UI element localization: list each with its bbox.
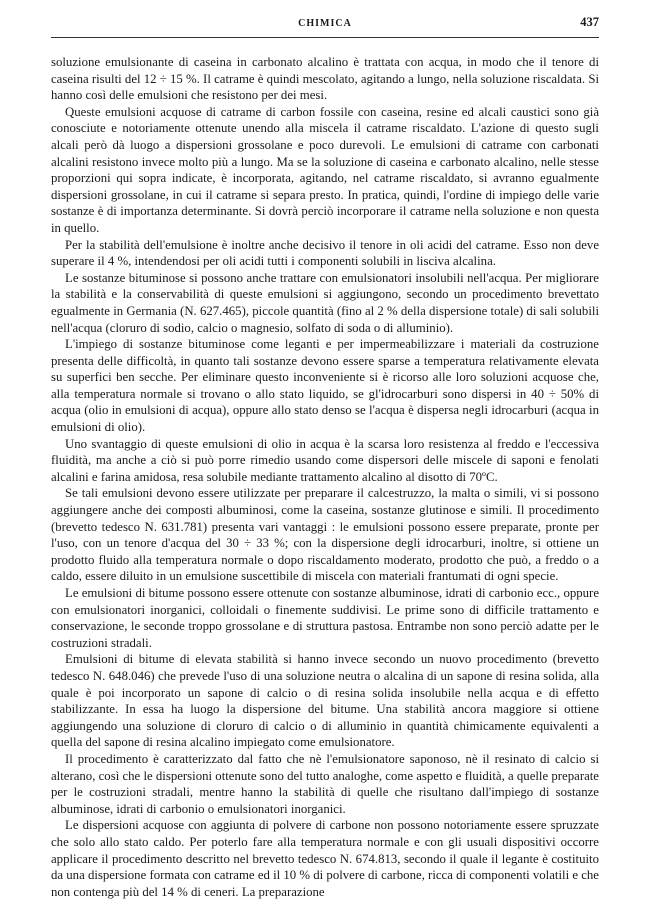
paragraph-emulsioni-acquose: Queste emulsioni acquose di catrame di carbon fossile con caseina, resine ed alcali caustici sono già conosciute e notoriamente ottenute unendo alla miscela il catrame riscaldato. L'azione di questo sugli alcali però dà luogo a dispersioni grossolane e poco durevoli. Le emulsioni di catrame con carbonati alcalini resistono invece molto più a lungo. Ma se la soluzione di caseina e carbonato alcalino, nelle stesse proporzioni qui sopra indicate, è incorporata, agitando, nel catrame riscaldato, si avranno egualmente dispersioni grossolane, in cui il catrame si separa presto. In pratica, quindi, l'ordine di impiego delle varie sostanze è di importanza determinante. Si dovrà perciò incorporare il catrame nella soluzione e non questa in quello. xyxy=(51,104,599,235)
paragraph-emulsioni-bitume: Le emulsioni di bitume possono essere ottenute con sostanze albuminose, idrati di carbonio ecc., oppure con emulsionatori inorganici, colloidali o finemente suddivisi. Le prime sono di difficile trattamento e conservazione, le seconde troppo grossolane e di struttura pastosa. Entrambe non sono perciò adatte per le costruzioni stradali. xyxy=(51,586,599,650)
paragraph-continuation: soluzione emulsionante di caseina in carbonato alcalino è trattata con acqua, in modo che il tenore di caseina risulti del 12 ÷ 15 %. Il catrame è quindi mescolato, agitando a lungo, nella soluzione riscaldata. Si hanno così delle emulsioni che resistono per dei mesi. xyxy=(51,55,599,103)
paragraph-emulsionatori-insolubili: Le sostanze bituminose si possono anche trattare con emulsionatori insolubili nell'acqua. Per migliorare la stabilità e la conservabilità di queste emulsioni si aggiungono, secondo un procedimento brevettato egualmente in Germania (N. 627.465), piccole quantità (fino al 2 % della dispersione totale) di sali solubili nell'acqua (cloruro di sodio, calcio o magnesio, solfato di soda o di alluminio). xyxy=(51,270,599,335)
body-text xyxy=(51,54,599,900)
paragraph-procedimento: Il procedimento è caratterizzato dal fatto che nè l'emulsionatore saponoso, nè il resinato di calcio si alterano, così che le dispersioni ottenute sono del tutto analoghe, come aspetto e fluidità, a quelle preparate per le costruzioni stradali, mentre hanno la stabilità di quelle che risultano dall'impiego di sostanze albuminose, idrati di carbonio o emulsionatori inorganici. xyxy=(51,751,599,816)
paragraph-calcestruzzo: Se tali emulsioni devono essere utilizzate per preparare il calcestruzzo, la malta o simili, vi si possono aggiungere anche dei composti albuminosi, come la caseina, sostanze glutinose e simili. Il procedimento (brevetto tedesco N. 631.781) presenta vari vantaggi : le emulsioni possono essere preparate, pronte per l'uso, con un tenore d'acqua del 30 ÷ 33 %; con la dispersione degli idrocarburi, inoltre, si ottiene un prodotto fluido alla temperatura normale o dopo riscaldamento moderato, prodotto che può, a freddo o a caldo, essere diluito in un emulsione suscettibile di miscela con materiali frantumati di ogni specie. xyxy=(51,486,599,584)
paragraph-impiego-sostanze-bituminose: L'impiego di sostanze bituminose come leganti e per impermeabilizzare i materiali da costruzione presenta delle difficoltà, in quanto tali sostanze devono essere sparse a temperatura relativamente elevata su superfici ben secche. Per eliminare questo inconveniente si è ricorso alle loro soluzioni acquose che, alla temperatura normale si trovano o allo stato liquido, se gl'idrocarburi sono dispersi in 40 ÷ 50% di acqua (olio in emulsioni di acqua), oppure allo stato denso se l'acqua è dispersa negli idrocarburi (acqua in emulsioni di olio). xyxy=(51,337,599,435)
header-rule xyxy=(51,37,599,38)
page-header xyxy=(51,14,599,42)
running-title: CHIMICA xyxy=(298,18,352,29)
document-page xyxy=(51,0,599,900)
paragraph-dispersioni-carbone: Le dispersioni acquose con aggiunta di polvere di carbone non possono notoriamente essere spruzzate che solo allo stato caldo. Per poterlo fare alla temperatura normale e con gli usuali dispositivi occorre applicare il procedimento descritto nel brevetto tedesco N. 674.813, secondo il quale il legante è costituito da una dispersione formata con catrame ed il 10 % di polvere di carbone, ricca di componenti volatili e che non contenga più del 14 % di ceneri. La preparazione xyxy=(51,818,599,899)
paragraph-svantaggio: Uno svantaggio di queste emulsioni di olio in acqua è la scarsa loro resistenza al freddo e l'eccessiva fluidità, ma anche a ciò si può porre rimedio usando come dispersori delle miscele di saponi e fenolati alcalini e farina amidosa, resa solubile mediante trattamento alcalino al disotto di 70ºC. xyxy=(51,436,599,484)
paragraph-stabilita-oli-acidi: Per la stabilità dell'emulsione è inoltre anche decisivo il tenore in oli acidi del catrame. Esso non deve superare il 4 %, intendendosi per oli acidi tutti i componenti solubili in lisciva alcalina. xyxy=(51,237,599,269)
page-number: 437 xyxy=(580,15,599,29)
paragraph-elevata-stabilita: Emulsioni di bitume di elevata stabilità si hanno invece secondo un nuovo procedimento (brevetto tedesco N. 648.046) che prevede l'uso di una soluzione neutra o alcalina di un sapone di resina solida, alla quale è poi incorporato un sapone di calcio o di resina solida insolubile nella acqua e di effetto stabilizzante. In essa ha luogo la dispersione del bitume. Una stabilità ancora maggiore si ottiene aggiungendo una soluzione di cloruro di calcio o di alluminio in quantità chimicamente equivalenti a quella del sapone di resina alcalino impiegato come emulsionatore. xyxy=(51,652,599,750)
